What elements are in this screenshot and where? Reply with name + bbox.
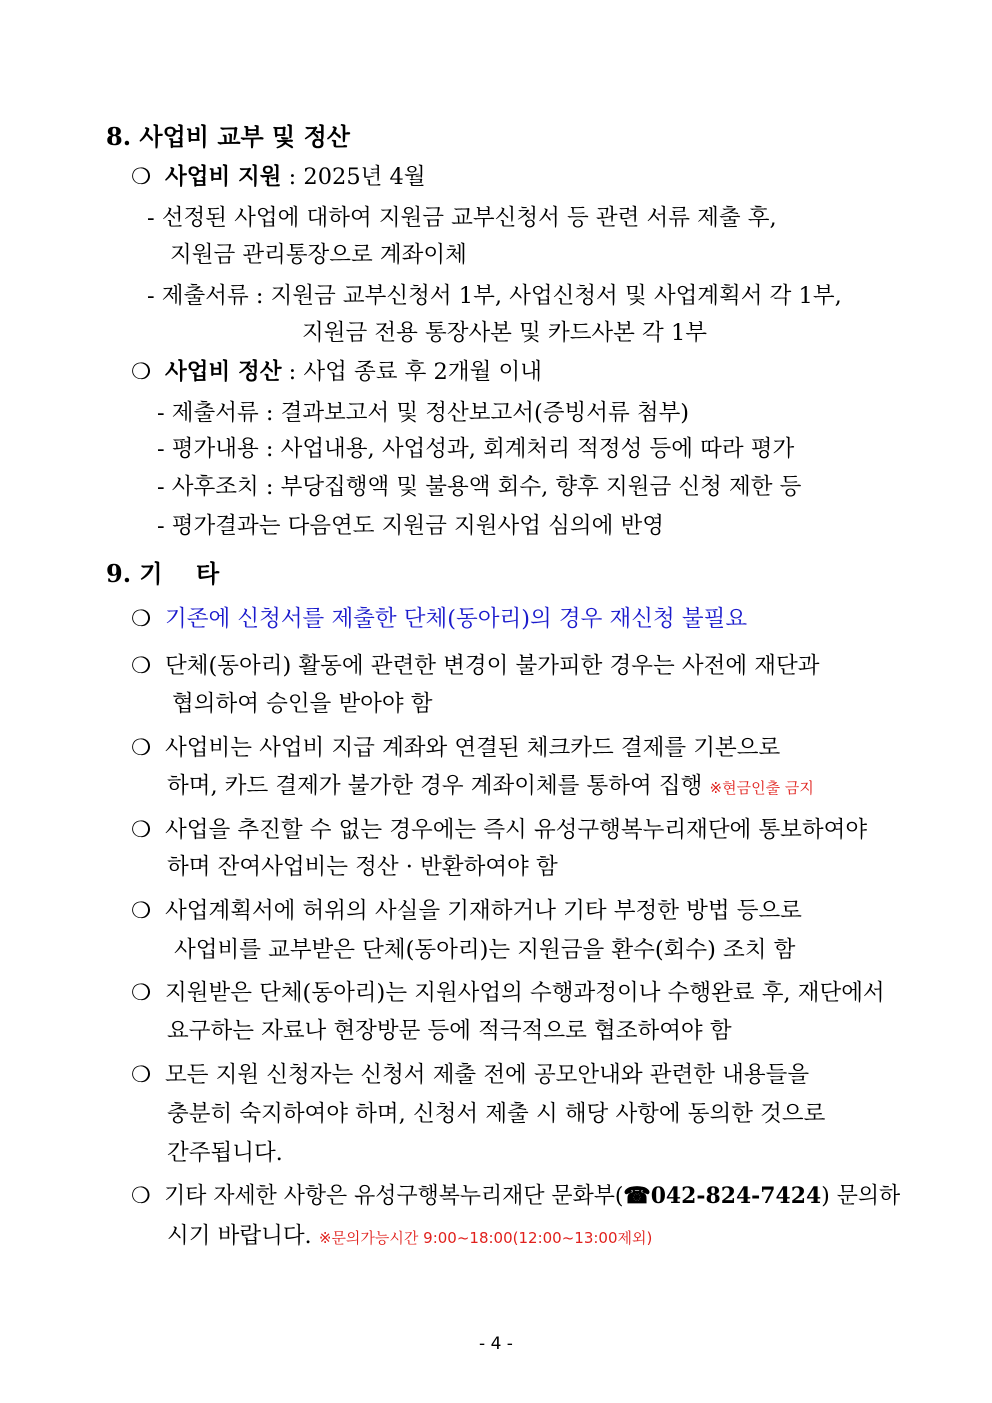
list-item-text: 지원받은 단체(동아리)는 지원사업의 수행과정이나 수행완료 후, 재단에서	[165, 980, 885, 1006]
list-item-text: 사업비를 교부받은 단체(동아리)는 지원금을 환수(회수) 조치 함	[174, 937, 796, 963]
circle-bullet-icon: ❍	[131, 653, 152, 679]
list-item	[131, 651, 819, 681]
list-item	[131, 896, 802, 926]
list-item	[131, 1181, 900, 1211]
circle-bullet-icon: ❍	[131, 898, 152, 924]
list-item-text: ) 문의하	[821, 1183, 901, 1209]
circle-bullet-icon: ❍	[131, 359, 152, 385]
settlement-item: - 평가결과는 다음연도 지원금 지원사업 심의에 반영	[157, 513, 664, 539]
list-item-text: 하며 잔여사업비는 정산 · 반환하여야 함	[167, 854, 558, 880]
list-item-text: 협의하여 승인을 받아야 함	[172, 691, 433, 717]
support-value: : 2025년 4월	[281, 164, 426, 190]
support-item: 지원금 관리통장으로 계좌이체	[170, 242, 467, 268]
list-item-text: 기타 자세한 사항은 유성구행복누리재단 문화부(	[164, 1183, 624, 1209]
circle-bullet-icon: ❍	[131, 1183, 151, 1209]
list-item	[131, 1060, 809, 1090]
settlement-bullet-line	[131, 357, 542, 387]
cash-withdrawal-note: ※현금인출 금지	[709, 779, 814, 797]
circle-bullet-icon: ❍	[131, 817, 152, 843]
page-number: - 4 -	[479, 1334, 513, 1354]
settlement-value: : 사업 종료 후 2개월 이내	[281, 359, 542, 385]
settlement-item: - 사후조치 : 부당집행액 및 불용액 회수, 향후 지원금 신청 제한 등	[157, 474, 802, 500]
list-item	[131, 978, 885, 1008]
list-item-text: 간주됩니다.	[167, 1140, 283, 1166]
list-item-text: 충분히 숙지하여야 하며, 신청서 제출 시 해당 사항에 동의한 것으로	[167, 1101, 826, 1127]
list-item-text: 시기 바랍니다.	[167, 1223, 319, 1249]
settlement-item: - 평가내용 : 사업내용, 사업성과, 회계처리 적정성 등에 따라 평가	[157, 436, 795, 462]
list-item-text: 기존에 신청서를 제출한 단체(동아리)의 경우 재신청 불필요	[165, 606, 748, 632]
circle-bullet-icon: ❍	[131, 980, 152, 1006]
list-item-text: 요구하는 자료나 현장방문 등에 적극적으로 협조하여야 함	[167, 1018, 732, 1044]
support-bullet-line	[131, 162, 426, 192]
support-label: 사업비 지원	[165, 164, 282, 190]
support-item: - 제출서류 : 지원금 교부신청서 1부, 사업신청서 및 사업계획서 각 1부,	[147, 283, 842, 309]
settlement-label: 사업비 정산	[165, 359, 282, 385]
inquiry-hours-note: ※문의가능시간 9:00~18:00(12:00~13:00제외)	[318, 1229, 653, 1247]
list-item-text: 사업계획서에 허위의 사실을 기재하거나 기타 부정한 방법 등으로	[165, 898, 802, 924]
list-item	[131, 815, 867, 845]
circle-bullet-icon: ❍	[131, 606, 152, 632]
section-8-title: 8. 사업비 교부 및 정산	[106, 122, 350, 151]
list-item-text: 모든 지원 신청자는 신청서 제출 전에 공모안내와 관련한 내용들을	[165, 1062, 810, 1088]
list-item-line	[167, 1221, 652, 1253]
list-item-text: 사업비는 사업비 지급 계좌와 연결된 체크카드 결제를 기본으로	[165, 735, 781, 761]
list-item-text: 하며, 카드 결제가 불가한 경우 계좌이체를 통하여 집행	[167, 773, 710, 799]
list-item	[131, 604, 747, 634]
support-item: - 선정된 사업에 대하여 지원금 교부신청서 등 관련 서류 제출 후,	[147, 205, 777, 231]
circle-bullet-icon: ❍	[131, 1062, 152, 1088]
list-item-text: 사업을 추진할 수 없는 경우에는 즉시 유성구행복누리재단에 통보하여야	[165, 817, 868, 843]
phone-number: ☎042-824-7424	[623, 1183, 822, 1209]
circle-bullet-icon: ❍	[131, 735, 152, 761]
list-item-text: 단체(동아리) 활동에 관련한 변경이 불가피한 경우는 사전에 재단과	[165, 653, 820, 679]
section-9-title: 9. 기 타	[106, 559, 220, 588]
settlement-item: - 제출서류 : 결과보고서 및 정산보고서(증빙서류 첨부)	[157, 400, 690, 426]
circle-bullet-icon: ❍	[131, 164, 152, 190]
list-item	[131, 733, 780, 763]
list-item-line	[167, 771, 814, 803]
support-item: 지원금 전용 통장사본 및 카드사본 각 1부	[302, 320, 707, 346]
